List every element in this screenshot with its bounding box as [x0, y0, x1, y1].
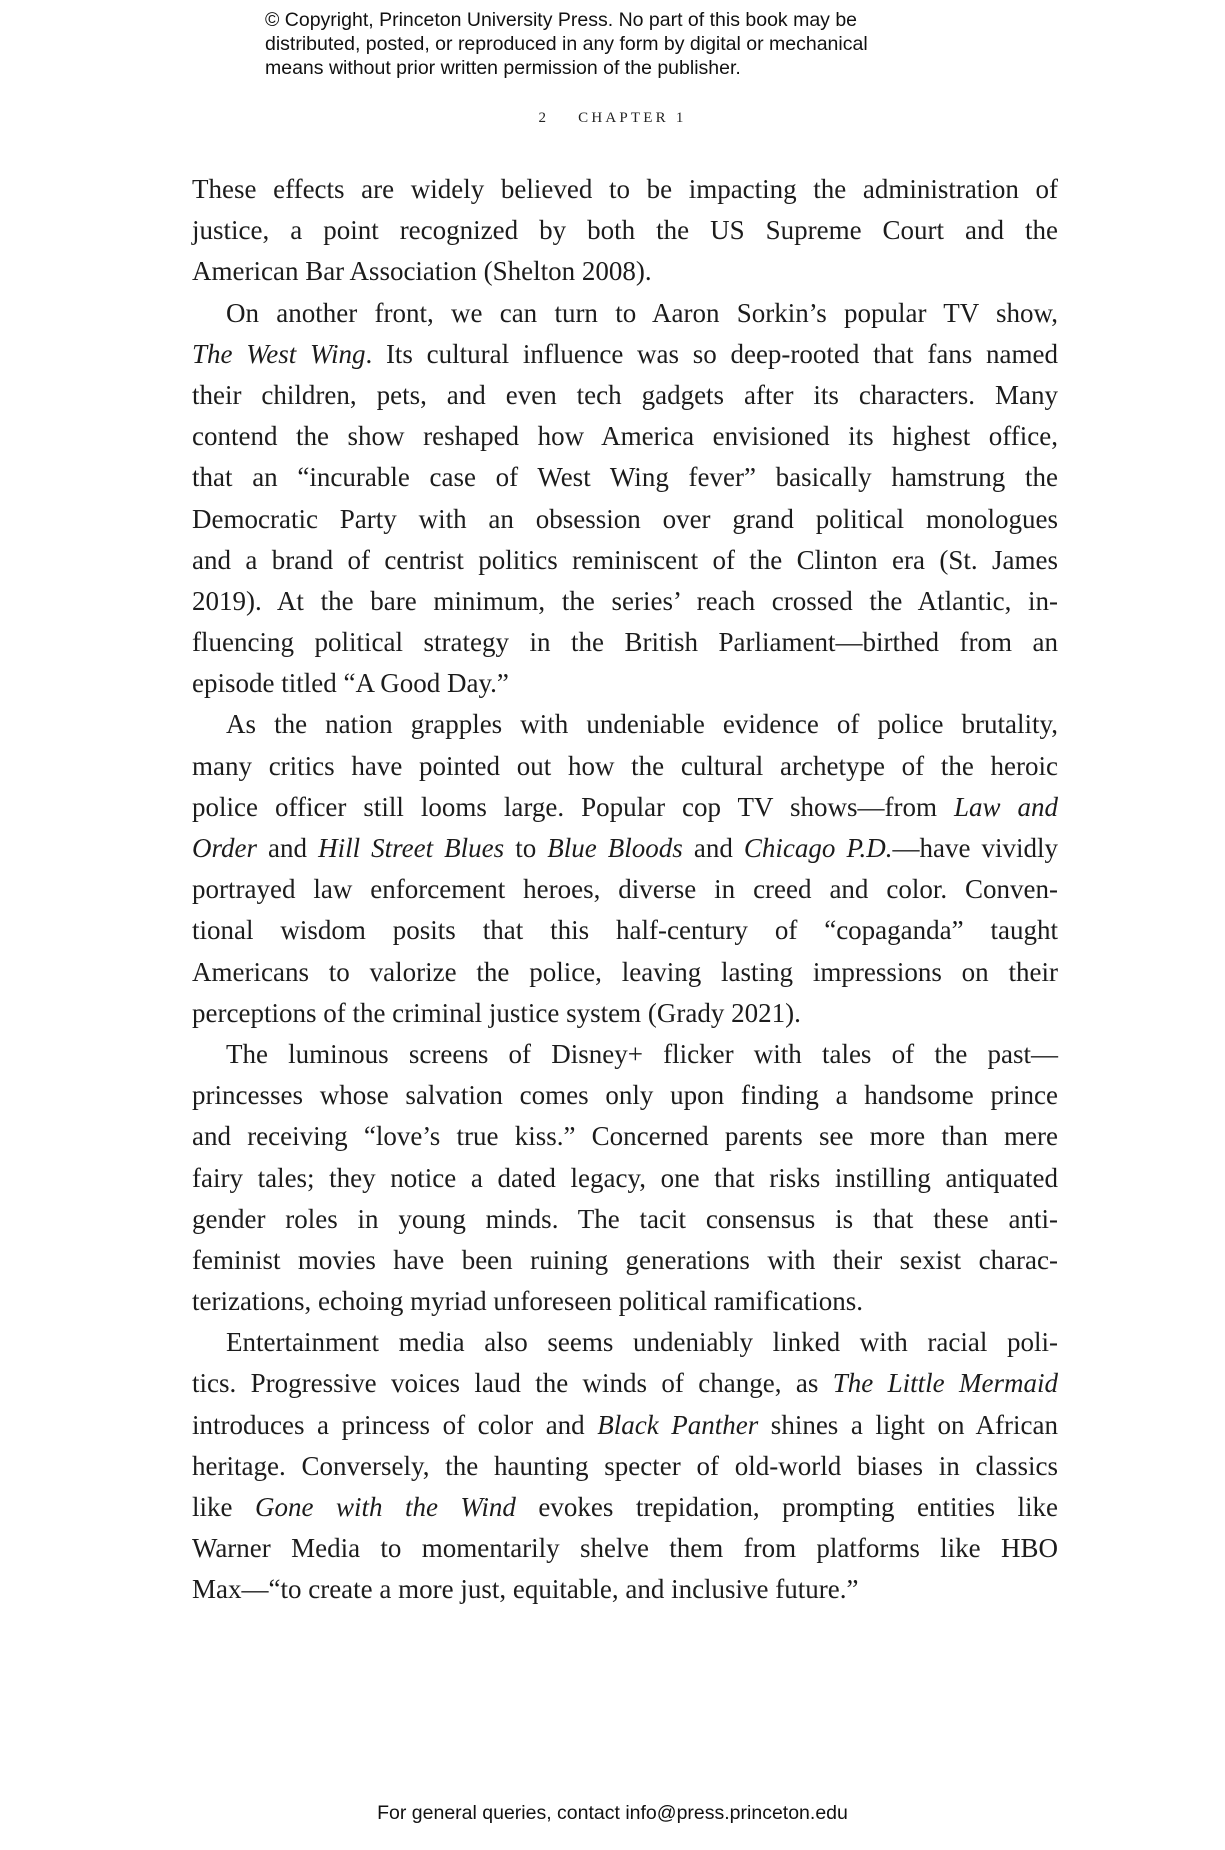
text-line: [192, 1240, 1058, 1281]
text-line: [192, 540, 1058, 581]
text-run: portrayed law enforcement heroes, diverse in creed and color. Conven-: [192, 874, 1058, 905]
text-run: Democratic Party with an obsession over grand political monologues: [192, 503, 1058, 534]
text-run: perceptions of the criminal justice system (Grady 2021).: [192, 997, 801, 1028]
paragraph: [192, 1034, 1058, 1322]
text-run: feminist movies have been ruining generations with their sexist charac-: [192, 1244, 1058, 1275]
text-run: evokes trepidation, prompting entities like: [515, 1492, 1058, 1522]
text-line: [192, 1075, 1058, 1116]
text-run: many critics have pointed out how the cultural archetype of the heroic: [192, 750, 1058, 781]
footer-contact: For general queries, contact info@press.princeton.edu: [377, 1802, 848, 1824]
text-run: These effects are widely believed to be impacting the administration of: [192, 174, 1058, 204]
text-run: The luminous screens of Disney+ flicker with tales of the past—: [226, 1038, 1058, 1069]
text-run: —have vividly: [892, 833, 1058, 863]
paragraph: [192, 169, 1058, 293]
text-line: [192, 1199, 1058, 1240]
italic-title: Chicago P.D.: [743, 833, 893, 863]
copyright-notice: [265, 8, 985, 80]
text-run: Americans to valorize the police, leaving lasting impressions on their: [192, 956, 1058, 987]
text-run: police officer still looms large. Popular cop TV shows—from: [192, 791, 954, 822]
text-line: [192, 910, 1058, 951]
text-run: gender roles in young minds. The tacit consensus is that these anti-: [192, 1203, 1058, 1234]
text-run: Entertainment media also seems undeniably linked with racial poli-: [226, 1327, 1058, 1358]
text-line: [192, 416, 1058, 457]
text-run: and: [257, 833, 319, 863]
text-run: tional wisdom posits that this half-century of “copaganda” taught: [192, 915, 1058, 946]
text-run: shines a light on African: [758, 1409, 1058, 1440]
copyright-line: distributed, posted, or reproduced in any form by digital or mechanical: [265, 33, 868, 55]
text-line: [192, 746, 1058, 787]
text-line: [192, 952, 1058, 993]
text-run: that an “incurable case of West Wing fever” basically hamstrung the: [192, 462, 1058, 493]
text-line: [192, 1405, 1058, 1446]
text-run: and receiving “love’s true kiss.” Concerned parents see more than mere: [192, 1121, 1058, 1152]
text-line: [192, 581, 1058, 622]
text-line: [192, 704, 1058, 745]
text-line: [192, 169, 1058, 210]
text-line: [192, 869, 1058, 910]
italic-title: Hill Street Blues: [318, 833, 505, 863]
text-run: heritage. Conversely, the haunting specter of old-world biases in classics: [192, 1450, 1058, 1481]
body-text: [192, 169, 1058, 1611]
text-line: [192, 1034, 1058, 1075]
text-line: [192, 251, 1058, 292]
paragraph: [192, 1322, 1058, 1610]
text-run: 2019). At the bare minimum, the series’ reach crossed the Atlantic, in-: [192, 585, 1058, 616]
text-run: to: [504, 833, 548, 863]
text-line: [192, 663, 1058, 704]
text-line: [192, 457, 1058, 498]
text-line: [192, 499, 1058, 540]
text-line: [192, 828, 1058, 869]
text-run: episode titled “A Good Day.”: [192, 668, 509, 699]
text-run: and: [682, 833, 744, 863]
text-line: [192, 993, 1058, 1034]
paragraph: [192, 704, 1058, 1034]
italic-title: Gone with the Wind: [254, 1492, 516, 1522]
italic-title: The West Wing: [192, 338, 366, 369]
paragraph: [192, 293, 1058, 705]
text-run: princesses whose salvation comes only upon finding a handsome prince: [192, 1080, 1058, 1111]
text-line: [192, 1116, 1058, 1157]
text-run: and a brand of centrist politics reminiscent of the Clinton era (St. James: [192, 544, 1058, 575]
text-run: tics. Progressive voices laud the winds of change, as: [192, 1368, 833, 1399]
text-line: [192, 1158, 1058, 1199]
running-header: [0, 110, 1225, 127]
text-line: [192, 293, 1058, 334]
text-line: [192, 210, 1058, 251]
italic-title: Order: [192, 833, 257, 863]
text-run: justice, a point recognized by both the US Supreme Court and the: [192, 215, 1058, 246]
text-run: like: [192, 1492, 255, 1522]
text-line: [192, 1446, 1058, 1487]
text-run: Max—“to create a more just, equitable, and inclusive future.”: [192, 1574, 859, 1605]
chapter-label: CHAPTER 1: [578, 110, 687, 126]
italic-title: Blue Bloods: [547, 833, 683, 863]
italic-title: Law and: [953, 791, 1058, 822]
text-line: [192, 1363, 1058, 1404]
text-run: As the nation grapples with undeniable evidence of police brutality,: [226, 709, 1058, 740]
text-line: [192, 622, 1058, 663]
text-run: American Bar Association (Shelton 2008).: [192, 256, 652, 287]
page-number: 2: [538, 110, 550, 126]
copyright-line: means without prior written permission of the publisher.: [265, 57, 741, 79]
text-line: [192, 1569, 1058, 1610]
copyright-line: © Copyright, Princeton University Press. No part of this book may be: [265, 9, 858, 31]
text-run: On another front, we can turn to Aaron Sorkin’s popular TV show,: [226, 297, 1058, 328]
text-line: [192, 1487, 1058, 1528]
text-run: Warner Media to momentarily shelve them from platforms like HBO: [192, 1533, 1058, 1564]
text-run: their children, pets, and even tech gadgets after its characters. Many: [192, 379, 1058, 410]
text-run: fairy tales; they notice a dated legacy, one that risks instilling antiquated: [192, 1162, 1058, 1193]
italic-title: Black Panther: [597, 1409, 759, 1440]
text-line: [192, 787, 1058, 828]
text-line: [192, 334, 1058, 375]
text-line: [192, 1322, 1058, 1363]
text-run: contend the show reshaped how America envisioned its highest office,: [192, 421, 1058, 452]
text-run: fluencing political strategy in the British Parliament—birthed from an: [192, 627, 1058, 658]
text-line: [192, 1528, 1058, 1569]
text-run: introduces a princess of color and: [192, 1409, 598, 1440]
text-line: [192, 375, 1058, 416]
text-line: [192, 1281, 1058, 1322]
text-run: terizations, echoing myriad unforeseen political ramifications.: [192, 1286, 864, 1317]
text-run: . Its cultural influence was so deep-rooted that fans named: [365, 338, 1059, 369]
italic-title: The Little Mermaid: [832, 1368, 1058, 1399]
